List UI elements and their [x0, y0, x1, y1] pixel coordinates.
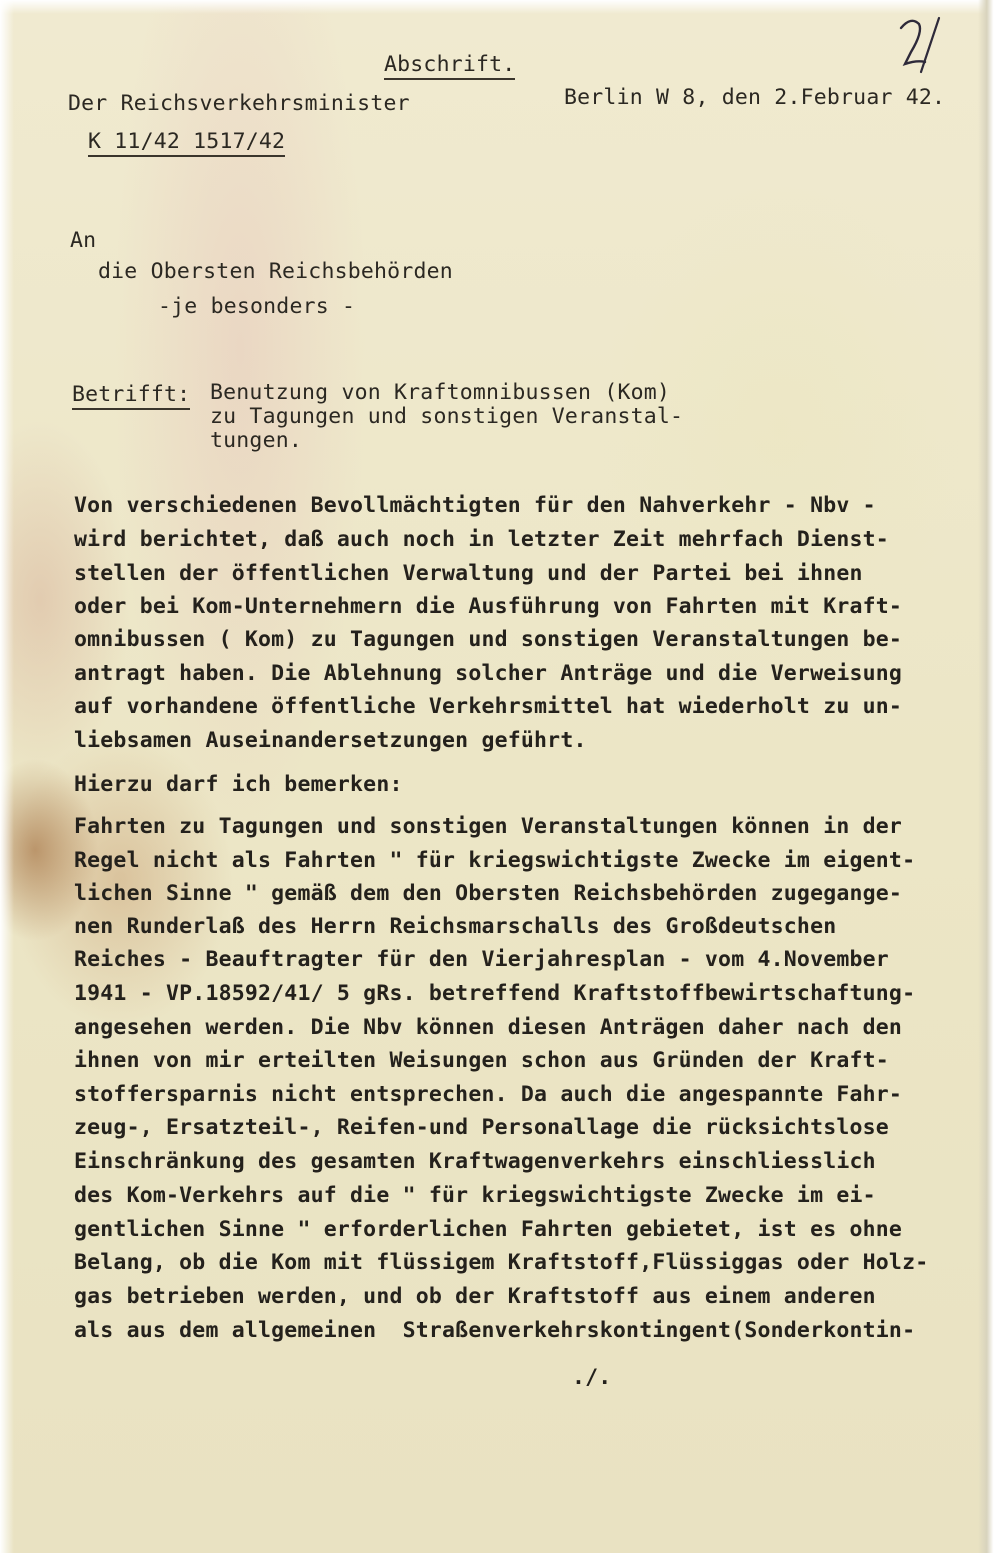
body-line: ihnen von mir erteilten Weisungen schon aus Gründen der Kraft-: [74, 1048, 889, 1073]
salutation: An: [70, 228, 97, 253]
body-line: stellen der öffentlichen Verwaltung und der Partei bei ihnen: [74, 561, 863, 586]
body-line: auf vorhandene öffentliche Verkehrsmittel hat wiederholt zu un-: [74, 694, 903, 719]
body-line: gentlichen Sinne " erforderlichen Fahrten gebietet, ist es ohne: [74, 1217, 903, 1242]
recipient-line: -je besonders -: [158, 294, 356, 319]
subject-label: Betrifft:: [72, 383, 190, 410]
body-line: Belang, ob die Kom mit flüssigem Kraftstoff,Flüssiggas oder Holz-: [74, 1250, 929, 1275]
body-line: Hierzu darf ich bemerken:: [74, 772, 403, 797]
body-line: zeug-, Ersatzteil-, Reifen-und Personallage die rücksichtslose: [74, 1115, 889, 1140]
body-line: Von verschiedenen Bevollmächtigten für den Nahverkehr - Nbv -: [74, 493, 876, 518]
body-line: omnibussen ( Kom) zu Tagungen und sonstigen Veranstaltungen be-: [74, 627, 903, 652]
body-line: als aus dem allgemeinen Straßenverkehrskontingent(Sonderkontin-: [74, 1318, 916, 1343]
body-line: nen Runderlaß des Herrn Reichsmarschalls des Großdeutschen: [74, 914, 837, 939]
place-date: Berlin W 8, den 2.Februar 42.: [564, 85, 946, 110]
body-line: wird berichtet, daß auch noch in letzter Zeit mehrfach Dienst-: [74, 527, 889, 552]
body-line: gas betrieben werden, und ob der Kraftstoff aus einem anderen: [74, 1284, 876, 1309]
body-line: stoffersparnis nicht entsprechen. Da auch die angespannte Fahr-: [74, 1082, 903, 1107]
continuation-mark: ./.: [572, 1365, 612, 1390]
body-line: Einschränkung des gesamten Kraftwagenverkehrs einschliesslich: [74, 1149, 876, 1174]
subject-line: Benutzung von Kraftomnibussen (Kom): [210, 380, 671, 405]
scan-border-top: [0, 0, 1000, 14]
body-line: Fahrten zu Tagungen und sonstigen Veranstaltungen können in der: [74, 814, 903, 839]
folio-number-handwritten: [895, 14, 945, 74]
subject-line: zu Tagungen und sonstigen Veranstal-: [210, 404, 684, 429]
body-line: angesehen werden. Die Nbv können diesen Anträgen daher nach den: [74, 1015, 903, 1040]
body-line: oder bei Kom-Unternehmern die Ausführung von Fahrten mit Kraft-: [74, 594, 903, 619]
sender: Der Reichsverkehrsminister: [68, 91, 410, 116]
body-line: antragt haben. Die Ablehnung solcher Anträge und die Verweisung: [74, 661, 903, 686]
recipient-line: die Obersten Reichsbehörden: [98, 259, 453, 284]
subject-line: tungen.: [210, 428, 303, 453]
body-line: 1941 - VP.18592/41/ 5 gRs. betreffend Kraftstoffbewirtschaftung-: [74, 981, 916, 1006]
body-line: Reiches - Beauftragter für den Vierjahresplan - vom 4.November: [74, 947, 889, 972]
body-line: des Kom-Verkehrs auf die " für kriegswichtigste Zwecke im ei-: [74, 1183, 876, 1208]
scan-border-left: [0, 0, 14, 1553]
body-line: lichen Sinne " gemäß dem den Obersten Reichsbehörden zugegange-: [74, 881, 903, 906]
reference-number: K 11/42 1517/42: [88, 130, 285, 157]
document-heading: Abschrift.: [384, 53, 515, 80]
body-line: liebsamen Auseinandersetzungen geführt.: [74, 728, 587, 753]
scan-border-right: [978, 0, 1000, 1553]
body-line: Regel nicht als Fahrten " für kriegswichtigste Zwecke im eigent-: [74, 848, 916, 873]
